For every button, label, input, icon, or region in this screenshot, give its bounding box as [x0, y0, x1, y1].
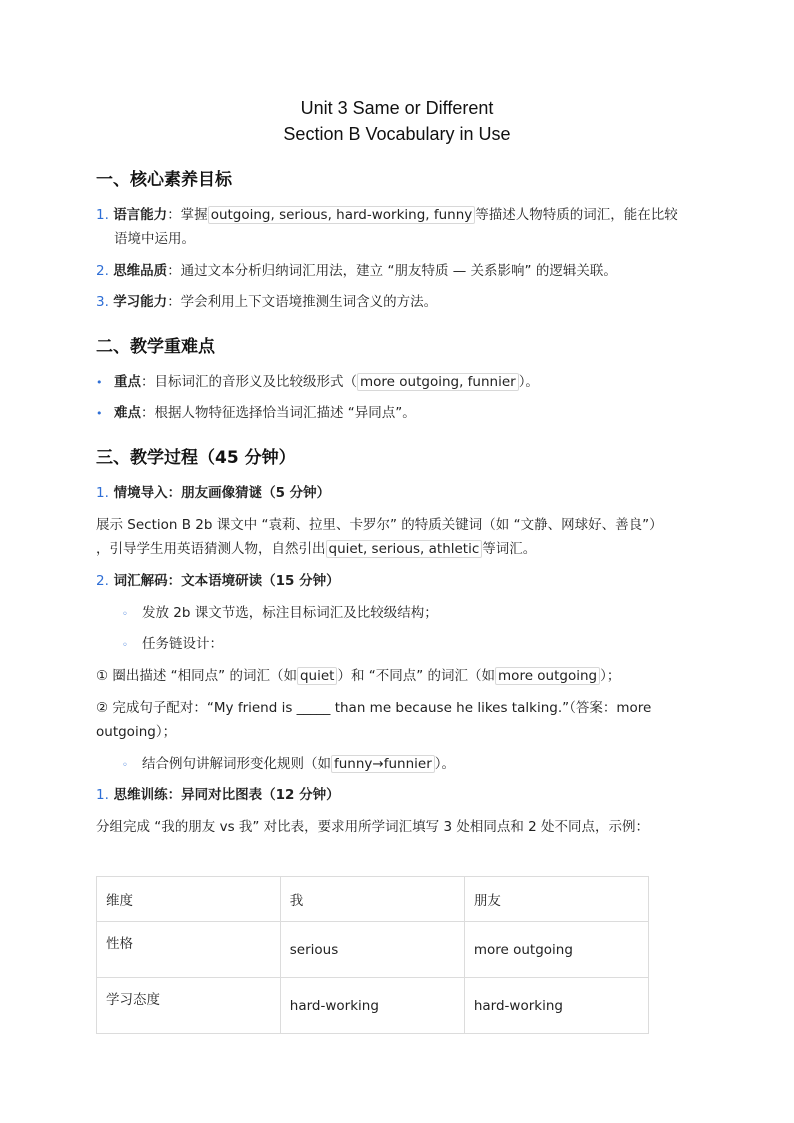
table-cell: hard-working [280, 978, 464, 1034]
goal-item-2-text: ：通过文本分析归纳词汇用法，建立 “朋友特质 — 关系影响” 的逻辑关联。 [167, 263, 617, 279]
goal-item-1 [96, 203, 678, 223]
difficulty-item [96, 401, 416, 421]
circle-bullet-icon: ◦ [122, 760, 128, 771]
step2-sub3-post: ）。 [434, 756, 455, 772]
step2-sub2-text: 任务链设计： [142, 636, 223, 652]
circle-bullet-icon: ◦ [122, 640, 128, 651]
table-cell: more outgoing [464, 922, 648, 978]
key-point-code: more outgoing, funnier [357, 373, 519, 391]
key-point-post: ）。 [518, 374, 539, 390]
step2-title: 词汇解码：文本语境研读（15 分钟） [113, 573, 340, 589]
task1-line [96, 664, 620, 684]
step2-heading [96, 569, 340, 589]
table-header-cell: 维度 [97, 877, 281, 922]
goal-item-2 [96, 259, 617, 279]
step1-line2-pre: ，引导学生用英语猜测人物，自然引出 [96, 541, 326, 557]
step1-num: 1. [96, 485, 109, 501]
goal-item-1-post: 等描述人物特质的词汇，能在比较 [475, 207, 678, 223]
section1-heading: 一、核心素养目标 [96, 170, 232, 190]
key-point-pre: ：目标词汇的音形义及比较级形式（ [141, 374, 357, 390]
goal-item-1-num: 1. [96, 207, 109, 223]
step3-num: 1. [96, 787, 109, 803]
step1-line1: 展示 Section B 2b 课文中 “袁莉、拉里、卡罗尔” 的特质关键词（如 “文静、网球好、善良”） [96, 517, 663, 533]
goal-item-3-num: 3. [96, 294, 109, 310]
step1-line2-code: quiet, serious, athletic [326, 540, 483, 558]
step2-sub1-text: 发放 2b 课文节选，标注目标词汇及比较级结构； [142, 605, 438, 621]
table-cell: 学习态度 [97, 978, 281, 1034]
table-row [97, 922, 649, 978]
step2-sub3-pre: 结合例句讲解词形变化规则（如 [142, 756, 331, 772]
task1-code2: more outgoing [495, 667, 600, 685]
step2-sub3 [122, 752, 455, 772]
section2-heading: 二、教学重难点 [96, 337, 215, 357]
goal-item-1-cont: 语境中运用。 [114, 231, 195, 247]
table-cell: serious [280, 922, 464, 978]
table-cell: 性格 [97, 922, 281, 978]
step1-line2 [96, 537, 536, 557]
difficulty-text: ：根据人物特征选择恰当词汇描述 “异同点”。 [141, 405, 416, 421]
step1-title: 情境导入：朋友画像猜谜（5 分钟） [113, 485, 331, 501]
table-row [97, 978, 649, 1034]
difficulty-label: 难点 [114, 405, 141, 421]
doc-title-line1: Unit 3 Same or Different [300, 98, 494, 118]
key-point-item [96, 370, 539, 390]
goal-item-2-num: 2. [96, 263, 109, 279]
task2-line1: ② 完成句子配对：“My friend is _____ than me because he likes talking.”（答案：more [96, 700, 652, 716]
section3-heading: 三、教学过程（45 分钟） [96, 448, 296, 468]
task1-code1: quiet [297, 667, 337, 685]
goal-item-3-label: 学习能力 [113, 294, 168, 310]
key-point-label: 重点 [114, 374, 141, 390]
goal-item-2-label: 思维品质 [113, 263, 168, 279]
step2-sub3-code: funny→funnier [331, 755, 435, 773]
step2-num: 2. [96, 573, 109, 589]
step3-title: 思维训练：异同对比图表（12 分钟） [113, 787, 340, 803]
goal-item-1-pre: ：掌握 [167, 207, 208, 223]
bullet-dot-icon: • [96, 376, 103, 389]
table-header-cell: 我 [280, 877, 464, 922]
comparison-table [96, 876, 649, 1034]
bullet-dot-icon: • [96, 407, 103, 420]
circle-bullet-icon: ◦ [122, 609, 128, 620]
table-header-row [97, 877, 649, 922]
task2-line2: outgoing）； [96, 724, 177, 740]
doc-title-line2: Section B Vocabulary in Use [283, 124, 511, 144]
goal-item-1-label: 语言能力 [113, 207, 168, 223]
step2-sub1 [122, 601, 438, 621]
table-cell: hard-working [464, 978, 648, 1034]
task1-post: ）； [600, 668, 621, 684]
step2-sub2 [122, 632, 223, 652]
goal-item-3-text: ：学会利用上下文语境推测生词含义的方法。 [167, 294, 438, 310]
step3-desc: 分组完成 “我的朋友 vs 我” 对比表，要求用所学词汇填写 3 处相同点和 2 处不同点，示例： [96, 819, 650, 835]
table-header-cell: 朋友 [464, 877, 648, 922]
step1-heading [96, 481, 330, 501]
step3-heading [96, 783, 340, 803]
task1-pre: ① 圈出描述 “相同点” 的词汇（如 [96, 668, 297, 684]
task1-mid: ）和 “不同点” 的词汇（如 [337, 668, 496, 684]
goal-item-3 [96, 290, 437, 310]
goal-item-1-code: outgoing, serious, hard-working, funny [208, 206, 476, 224]
step1-line2-post: 等词汇。 [482, 541, 537, 557]
